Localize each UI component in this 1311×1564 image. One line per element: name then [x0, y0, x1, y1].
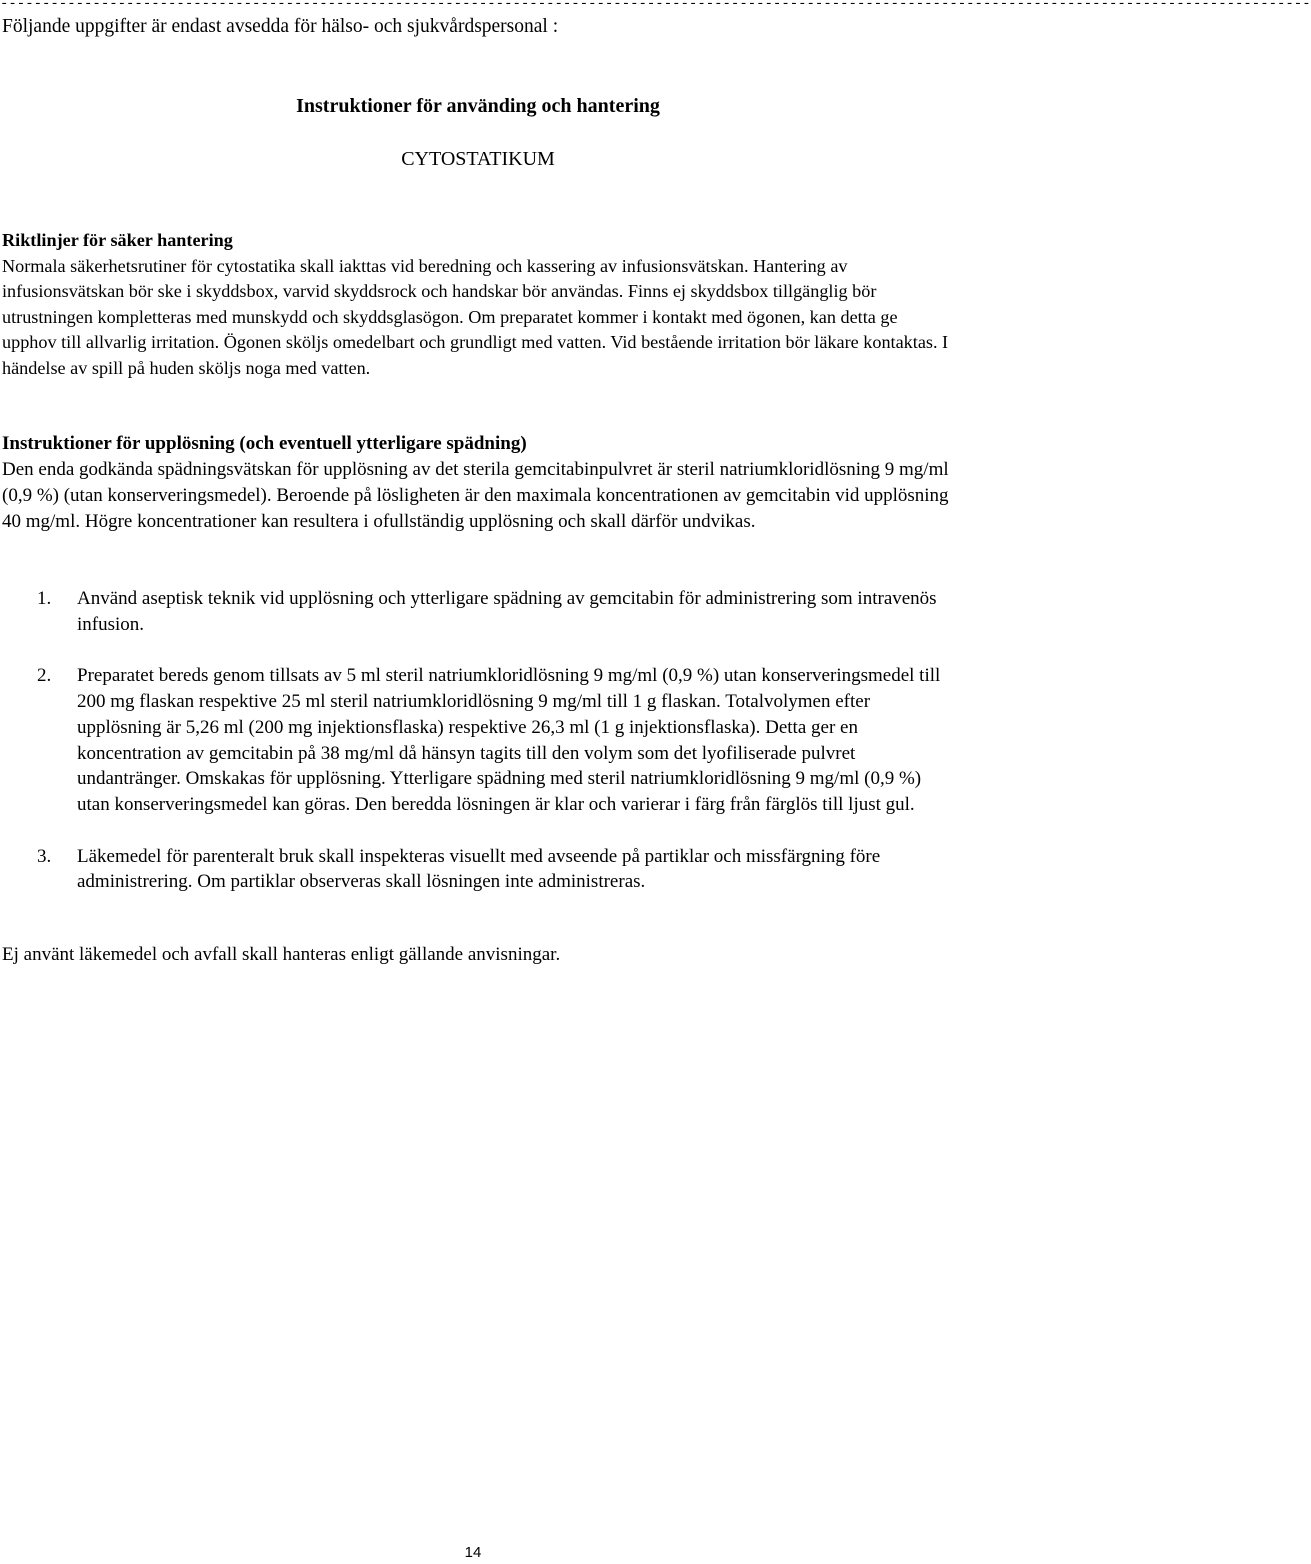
step-text: Använd aseptisk teknik vid upplösning och ytterligare spädning av gemcitabin för administrering som intravenös infusion. [77, 588, 937, 635]
page-number: 14 [464, 1544, 482, 1561]
step-text: Preparatet bereds genom tillsats av 5 ml steril natriumkloridlösning 9 mg/ml (0,9 %) utan konserveringsmedel till 200 mg flaskan respektive 25 ml steril natriumkloridlösning 9 mg/ml till 1 g flaskan. Totalvolymen efter upplösning är 5,26 ml (200 mg injektionsflaska) respektive 26,3 ml (1 g injektionsflaska). Detta ger en koncentration av gemcitabin på 38 mg/ml då hänsyn tagits till den volym som det lyofiliserade pulvret undantränger. Omskakas för upplösning. Ytterligare spädning med steril natriumkloridlösning 9 mg/ml (0,9 %) utan konserveringsmedel kan göras. Den beredda lösningen är klar och varierar i färg från färglös till ljust gul. [77, 665, 941, 815]
list-item [0, 586, 957, 637]
reconstitution-section [2, 431, 952, 535]
steps-list [0, 586, 960, 895]
safety-body: Normala säkerhetsrutiner för cytostatika skall iakttas vid beredning och kassering av infusionsvätskan. Hantering av infusionsvätskan bör ske i skyddsbox, varvid skyddsrock och handskar bör användas. Finns ej skyddsbox tillgänglig bör utrustningen kompletteras med munskydd och skyddsglasögon. Om preparatet kommer i kontakt med ögonen, kan detta ge upphov till allvarlig irritation. Ögonen sköljs omedelbart och grundligt med vatten. Vid bestående irritation bör läkare kontaktas. I händelse av spill på huden sköljs noga med vatten. [2, 255, 949, 378]
reconstitution-body: Den enda godkända spädningsvätskan för upplösning av det sterila gemcitabinpulvret är steril natriumkloridlösning 9 mg/ml (0,9 %) (utan konserveringsmedel). Beroende på lösligheten är den maximala koncentrationen av gemcitabin vid upplösning 40 mg/ml. Högre koncentrationer kan resultera i ofullständig upplösning och skall därför undvikas. [2, 459, 949, 532]
step-number: 2. [37, 665, 52, 687]
safety-section [2, 228, 952, 382]
professional-notice: Följande uppgifter är endast avsedda för hälso- och sjukvårdspersonal : [2, 16, 559, 37]
separator-dashed-rule: ------------------------------------------------------------------------------------------------------------------------------------------------------------ [0, 0, 1311, 12]
reconstitution-heading: Instruktioner för upplösning (och eventuell ytterligare spädning) [2, 433, 527, 454]
document-title: Instruktioner för använding och hantering [296, 95, 660, 117]
safety-heading: Riktlinjer för säker hantering [2, 230, 233, 250]
step-number: 3. [37, 845, 52, 867]
closing-statement: Ej använt läkemedel och avfall skall hanteras enligt gällande anvisningar. [2, 944, 561, 965]
list-item [0, 844, 957, 895]
list-item [0, 663, 957, 817]
step-text: Läkemedel för parenteralt bruk skall inspekteras visuellt med avseende på partiklar och missfärgning före administrering. Om partiklar observeras skall lösningen inte administreras. [77, 845, 881, 893]
document-subtitle: CYTOSTATIKUM [401, 148, 555, 170]
step-number: 1. [37, 588, 52, 609]
